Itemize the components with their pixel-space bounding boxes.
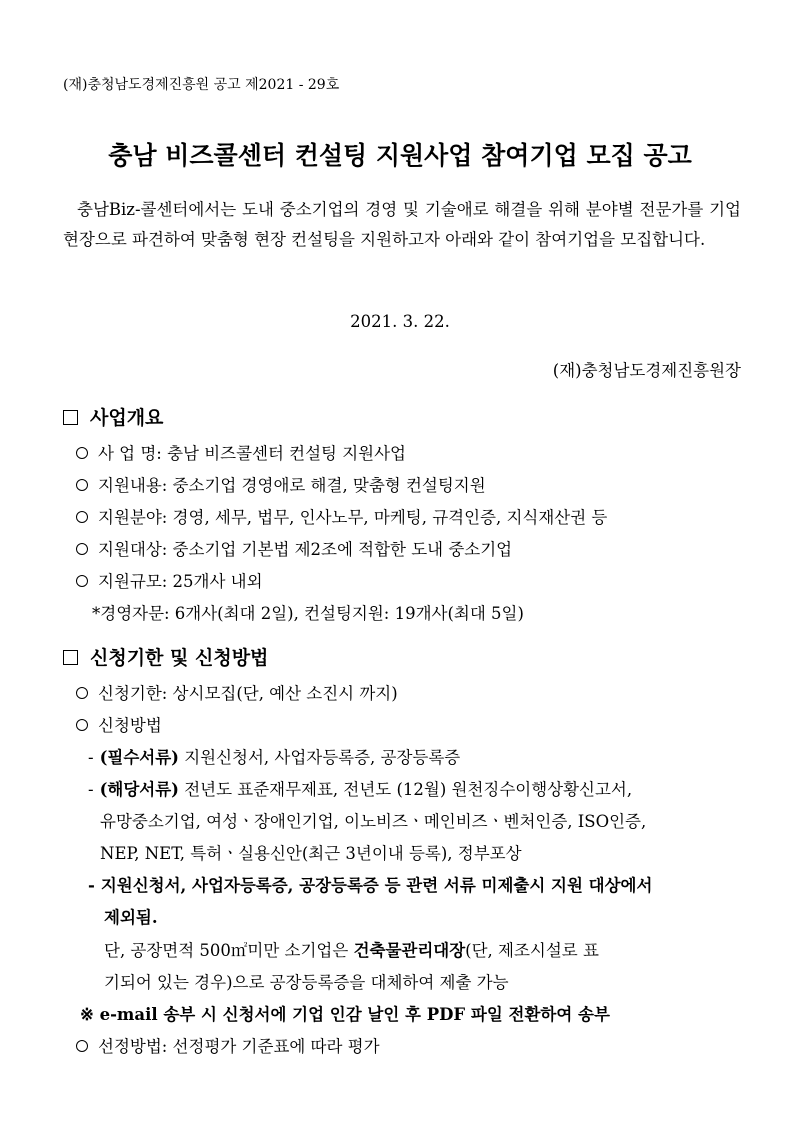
signer: (재)충청남도경제진흥원장 bbox=[552, 361, 741, 380]
list-item-text: 지원분야: 경영, 세무, 법무, 인사노무, 마케팅, 규격인증, 지식재산권 등 bbox=[98, 508, 608, 527]
required-docs-text: 지원신청서, 사업자등록증, 공장등록증 bbox=[184, 748, 461, 767]
circle-bullet-icon bbox=[76, 1040, 88, 1052]
intro-paragraph: 충남Biz-콜센터에서는 도내 중소기업의 경영 및 기술애로 해결을 위해 분야별 전문가를 기업현장으로 파견하여 맞춤형 현장 컨설팅을 지원하고자 아래와 같이 참여기업을 모집합니다. bbox=[63, 200, 741, 249]
list-item-text: 지원내용: 중소기업 경영애로 해결, 맞춤형 컨설팅지원 bbox=[98, 476, 486, 495]
section-heading-application bbox=[63, 643, 268, 670]
notice-number: (재)충청남도경제진흥원 공고 제2021 - 29호 bbox=[63, 77, 340, 93]
list-item-text: 지원규모: 25개사 내외 bbox=[98, 572, 263, 591]
page-title: 충남 비즈콜센터 컨설팅 지원사업 참여기업 모집 공고 bbox=[108, 141, 692, 170]
list-item bbox=[76, 504, 607, 528]
circle-bullet-icon bbox=[76, 575, 88, 587]
required-docs-label: (필수서류) bbox=[99, 748, 179, 767]
notice-date: 2021. 3. 22. bbox=[350, 312, 450, 331]
list-item-text: 신청방법 bbox=[98, 716, 162, 735]
list-item bbox=[76, 440, 406, 464]
circle-bullet-icon bbox=[76, 479, 88, 491]
exception-line-2: 기되어 있는 경우)으로 공장등록증을 대체하여 제출 가능 bbox=[104, 973, 509, 992]
square-bullet-icon bbox=[63, 410, 78, 425]
applicable-docs-text: 전년도 표준재무제표, 전년도 (12월) 원천징수이행상황신고서, bbox=[184, 780, 633, 799]
list-item bbox=[76, 568, 263, 592]
list-item-text: 지원대상: 중소기업 기본법 제2조에 적합한 도내 중소기업 bbox=[98, 540, 513, 559]
applicable-docs-label: (해당서류) bbox=[99, 780, 179, 799]
email-note: ※ e-mail 송부 시 신청서에 기업 인감 날인 후 PDF 파일 전환하여 송부 bbox=[80, 1005, 610, 1024]
dash-bullet: - bbox=[88, 780, 94, 799]
list-item bbox=[76, 472, 486, 496]
circle-bullet-icon bbox=[76, 719, 88, 731]
exception-text-end: (단, 제조시설로 표 bbox=[465, 941, 599, 960]
scale-note: *경영자문: 6개사(최대 2일), 컨설팅지원: 19개사(최대 5일) bbox=[92, 604, 524, 623]
circle-bullet-icon bbox=[76, 447, 88, 459]
required-docs-line bbox=[88, 744, 460, 768]
section-heading-overview bbox=[63, 403, 163, 430]
list-item bbox=[76, 680, 398, 704]
dash-bullet: - bbox=[88, 876, 95, 895]
list-item-text: 사 업 명: 충남 비즈콜센터 컨설팅 지원사업 bbox=[98, 444, 406, 463]
exception-line bbox=[104, 937, 599, 961]
applicable-docs-line-2: 유망중소기업, 여성ㆍ장애인기업, 이노비즈ㆍ메인비즈ㆍ벤처인증, ISO인증, bbox=[100, 812, 647, 831]
dash-bullet: - bbox=[88, 748, 94, 767]
square-bullet-icon bbox=[63, 650, 78, 665]
exclusion-text: 지원신청서, 사업자등록증, 공장등록증 등 관련 서류 미제출시 지원 대상에서 bbox=[100, 876, 653, 895]
exception-text: 단, 공장면적 500㎡미만 소기업은 bbox=[104, 941, 349, 960]
circle-bullet-icon bbox=[76, 543, 88, 555]
list-item bbox=[76, 1033, 380, 1057]
applicable-docs-line bbox=[88, 776, 632, 800]
list-item bbox=[76, 712, 162, 736]
exclusion-line bbox=[88, 872, 652, 896]
applicable-docs-line-3: NEP, NET, 특허ㆍ실용신안(최근 3년이내 등록), 정부포상 bbox=[100, 844, 522, 863]
exclusion-line-2: 제외됨. bbox=[104, 908, 158, 927]
section-heading-text: 사업개요 bbox=[90, 407, 164, 429]
list-item bbox=[76, 536, 512, 560]
exception-bold-text: 건축물관리대장 bbox=[353, 941, 466, 960]
circle-bullet-icon bbox=[76, 511, 88, 523]
list-item-text: 선정방법: 선정평가 기준표에 따라 평가 bbox=[98, 1037, 380, 1056]
list-item-text: 신청기한: 상시모집(단, 예산 소진시 까지) bbox=[98, 684, 398, 703]
section-heading-text: 신청기한 및 신청방법 bbox=[90, 647, 269, 669]
circle-bullet-icon bbox=[76, 687, 88, 699]
